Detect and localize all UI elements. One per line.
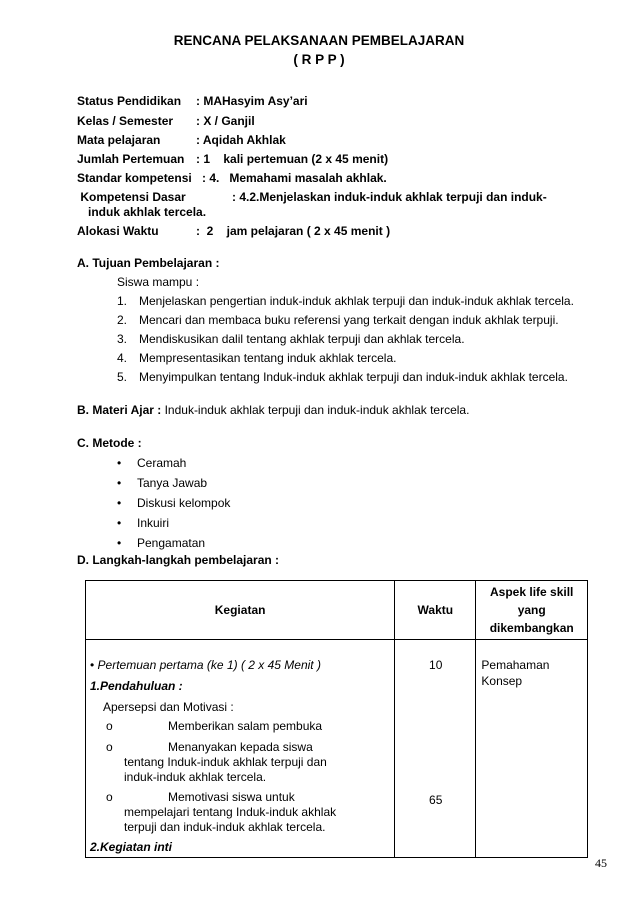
info-label-alokasi: Alokasi Waktu: [77, 224, 159, 238]
section-a-heading: A. Tujuan Pembelajaran :: [77, 256, 220, 270]
table-header-row: [86, 581, 588, 640]
list-item-text: Mencari dan membaca buku referensi yang terkait dengan induk akhlak terpuji.: [139, 313, 559, 327]
table-header-waktu: Waktu: [395, 581, 476, 640]
info-value-sk: : 4. Memahami masalah akhlak.: [202, 171, 387, 185]
info-value-kd-cont: induk akhlak tercela.: [88, 205, 207, 219]
section-c-heading: C. Metode :: [77, 436, 142, 450]
bullet-icon: •: [117, 476, 122, 490]
list-item-number: 3.: [117, 332, 128, 346]
section-b: [77, 403, 469, 417]
info-value-status: : MAHasyim Asy’ari: [196, 94, 308, 108]
sub-item-text: tentang Induk-induk akhlak terpuji dan: [124, 755, 327, 769]
page-number: 45: [595, 856, 607, 870]
list-item-text: Mempresentasikan tentang induk akhlak tercela.: [139, 351, 397, 365]
info-value-kd: : 4.2.Menjelaskan induk-induk akhlak terpuji dan induk-: [232, 190, 547, 204]
circle-bullet-icon: o: [106, 740, 113, 754]
sub-item-text: mempelajari tentang Induk-induk akhlak: [124, 805, 337, 819]
kegiatan-inti-heading: 2.Kegiatan inti: [90, 840, 173, 854]
info-value-jumlah: : 1 kali pertemuan (2 x 45 menit): [196, 152, 389, 166]
list-item: Diskusi kelompok: [137, 496, 231, 510]
list-item: Inkuiri: [137, 516, 170, 530]
page-title: RENCANA PELAKSANAAN PEMBELAJARAN: [173, 33, 465, 48]
aspek-value: Pemahaman: [481, 658, 550, 672]
table-row: [86, 640, 588, 858]
waktu-value: 10: [429, 658, 443, 672]
lesson-steps-table: [85, 580, 588, 858]
waktu-value: 65: [429, 793, 443, 807]
meeting-line: [90, 658, 321, 672]
info-value-mapel: : Aqidah Akhlak: [196, 133, 286, 147]
sub-item-text: induk-induk akhlak tercela.: [124, 770, 267, 784]
aspek-value: Konsep: [481, 674, 523, 688]
info-label-status: Status Pendidikan: [77, 94, 182, 108]
page-subtitle: ( R P P ): [293, 52, 345, 67]
info-value-alokasi: : 2 jam pelajaran ( 2 x 45 menit ): [196, 224, 391, 238]
circle-bullet-icon: o: [106, 719, 113, 733]
info-value-kelas: : X / Ganjil: [196, 114, 255, 128]
table-header-kegiatan: Kegiatan: [86, 581, 395, 640]
bullet-icon: •: [117, 516, 122, 530]
list-item: Pengamatan: [137, 536, 206, 550]
list-item-number: 5.: [117, 370, 128, 384]
bullet-icon: •: [90, 658, 95, 672]
list-item-number: 1.: [117, 294, 128, 308]
list-item-text: Menyimpulkan tentang Induk-induk akhlak terpuji dan induk-induk akhlak tercela.: [139, 370, 568, 384]
table-cell-kegiatan: [86, 640, 395, 858]
list-item-text: Menjelaskan pengertian induk-induk akhlak terpuji dan induk-induk akhlak tercela.: [139, 294, 574, 308]
section-d-heading: D. Langkah-langkah pembelajaran :: [77, 553, 280, 567]
sub-item-text: Menanyakan kepada siswa: [168, 740, 313, 754]
list-item: Ceramah: [137, 456, 187, 470]
sub-item-text: Memberikan salam pembuka: [168, 719, 323, 733]
list-item-text: Mendiskusikan dalil tentang akhlak terpuji dan akhlak tercela.: [139, 332, 465, 346]
bullet-icon: •: [117, 456, 122, 470]
list-item-number: 2.: [117, 313, 128, 327]
table-cell-waktu: [395, 640, 476, 858]
section-a-intro: Siswa mampu :: [117, 275, 200, 289]
sub-item-text: Memotivasi siswa untuk: [168, 790, 295, 804]
circle-bullet-icon: o: [106, 790, 113, 804]
list-item: Tanya Jawab: [137, 476, 208, 490]
bullet-icon: •: [117, 496, 122, 510]
info-label-kelas: Kelas / Semester: [77, 114, 174, 128]
sub-item-text: terpuji dan induk-induk akhlak tercela.: [124, 820, 326, 834]
info-label-mapel: Mata pelajaran: [77, 133, 161, 147]
info-label-sk: Standar kompetensi: [77, 171, 192, 185]
info-label-jumlah: Jumlah Pertemuan: [77, 152, 185, 166]
info-label-kd: Kompetensi Dasar: [77, 190, 186, 204]
table-header-aspek: Aspek life skill yang dikembangkan: [476, 581, 588, 640]
meeting-text: Pertemuan pertama (ke 1) ( 2 x 45 Menit ): [97, 658, 321, 672]
bullet-icon: •: [117, 536, 122, 550]
table-cell-aspek: [476, 640, 588, 858]
apersepsi-label: Apersepsi dan Motivasi :: [103, 700, 234, 714]
section-b-heading: B. Materi Ajar :: [77, 403, 162, 417]
pendahuluan-heading: 1.Pendahuluan :: [90, 679, 183, 693]
section-b-text: Induk-induk akhlak terpuji dan induk-induk akhlak tercela.: [161, 403, 470, 417]
list-item-number: 4.: [117, 351, 128, 365]
